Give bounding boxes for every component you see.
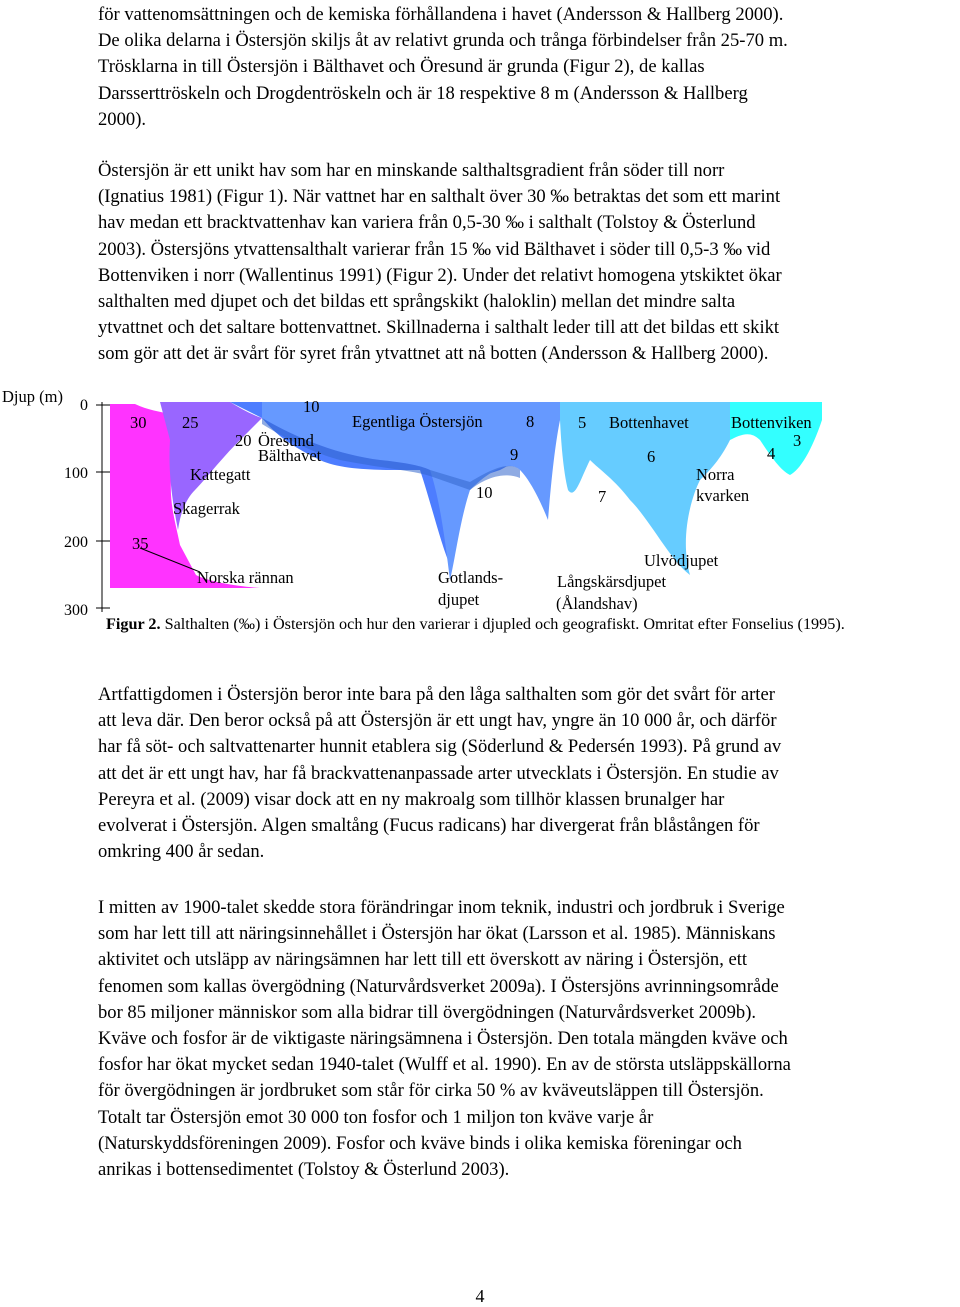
text-line: aktivitet och utsläpp av näringsämnen har lett till ett överskott av näring i Östersjön, ett: [98, 949, 748, 971]
figure-caption: [106, 613, 946, 635]
gotlandsdjupet-label-2: djupet: [438, 590, 480, 609]
depth-axis-title: Djup (m): [2, 387, 63, 406]
egentliga-ostersjon-label: Egentliga Östersjön: [352, 412, 483, 431]
salinity-label-35: 35: [132, 534, 149, 553]
paragraph-eutrophication: [98, 895, 950, 1183]
norra-kvarken-label-2: kvarken: [696, 486, 750, 505]
text-line: har få söt- och saltvattenarter hunnit etablera sig (Söderlund & Pedersén 1993). På grund av: [98, 736, 782, 758]
balthavet-label: Bälthavet: [258, 446, 322, 465]
text-line: Darsserttröskeln och Drogdentröskeln och är 18 respektive 8 m (Andersson & Hallberg: [98, 82, 748, 104]
text-line: ytvattnet och det saltare bottenvattnet. Skillnaderna i salthalt leder till att det bildas ett skikt: [98, 317, 780, 339]
salinity-label-7: 7: [598, 487, 607, 506]
skagerrak-label: Skagerrak: [173, 499, 240, 518]
salinity-label-10: 10: [303, 397, 320, 416]
text-line: Pereyra et al. (2009) visar dock att en ny makroalg som tillhör klassen brunalger har: [98, 788, 725, 810]
text-line: att det är ett ungt hav, har få brackvattenanpassade arter utvecklats i Östersjön. En studie av: [98, 762, 779, 784]
text-line: Östersjön är ett unikt hav som har en minskande salthaltsgradient från söder till norr: [98, 160, 725, 181]
text-line: omkring 400 år sedan.: [98, 841, 265, 863]
text-line: (Naturskyddsföreningen 2009). Fosfor och kväve binds i olika kemiska föreningar och: [98, 1132, 742, 1154]
gotlandsdjupet-label: Gotlands-: [438, 568, 504, 587]
paragraph-species-poverty: [98, 682, 950, 865]
norra-kvarken-label: Norra: [696, 465, 735, 484]
salinity-label-25: 25: [182, 413, 199, 432]
text-line: fosfor har ökat mycket sedan 1940-talet (Wulff et al. 1990). En av de största utsläppskällorna: [98, 1054, 791, 1076]
text-line: De olika delarna i Östersjön skiljs åt av relativt grunda och trånga förbindelser från 25-70 m.: [98, 30, 788, 52]
text-line: hav medan ett bracktvattenhav kan variera från 0,5-30 ‰ i salthalt (Tolstoy & Österlund: [98, 212, 756, 234]
salinity-label-10-mid: 10: [476, 483, 493, 502]
text-line: för vattenomsättningen och de kemiska förhållandena i havet (Andersson & Hallberg 2000).: [98, 4, 784, 25]
text-line: för övergödningen är jordbruket som står för cirka 50 % av kväveutsläppen till Östersjön.: [98, 1080, 764, 1102]
salinity-label-5: 5: [578, 413, 587, 432]
norska-rannan-label: Norska rännan: [197, 568, 294, 587]
text-line: evolverat i Östersjön. Algen smaltång (Fucus radicans) har divergerat från blåstången för: [98, 815, 760, 837]
salinity-label-4: 4: [767, 444, 776, 463]
langskarsdjupet-label: Långskärsdjupet: [557, 572, 667, 591]
salinity-label-30: 30: [130, 413, 147, 432]
kattegatt-label: Kattegatt: [190, 465, 251, 484]
text-line: 2000).: [98, 108, 147, 130]
text-line: Bottenviken i norr (Wallentinus 1991) (Figur 2). Under det relativt homogena ytskiktet ökar: [98, 264, 782, 286]
bottenhavet-label: Bottenhavet: [609, 413, 689, 432]
text-line: salthalten med djupet och det bildas ett språngskikt (haloklin) mellan det mindre salta: [98, 291, 736, 313]
text-line: (Ignatius 1981) (Figur 1). När vattnet har en salthalt över 30 ‰ betraktas det som ett marint: [98, 186, 781, 208]
salinity-label-20: 20: [235, 431, 252, 450]
alandshav-label: (Ålandshav): [556, 594, 638, 613]
depth-tick-200: 200: [64, 534, 88, 551]
page-number: 4: [475, 1286, 485, 1306]
text-line: Trösklarna in till Östersjön i Bälthavet och Öresund är grunda (Figur 2), de kallas: [98, 56, 705, 78]
depth-tick-300: 300: [64, 602, 88, 619]
salinity-label-6: 6: [647, 447, 656, 466]
salinity-label-8: 8: [526, 412, 535, 431]
salinity-label-3: 3: [793, 431, 802, 450]
text-line: Artfattigdomen i Östersjön beror inte bara på den låga salthalten som gör det svårt för arter: [98, 684, 775, 705]
text-line: fenomen som kallas övergödning (Naturvårdsverket 2009a). I Östersjöns avrinningsområde: [98, 975, 779, 997]
figure-caption-label: Figur 2.: [106, 615, 161, 633]
oresund-label: Öresund: [258, 431, 314, 450]
text-line: I mitten av 1900-talet skedde stora förändringar inom teknik, industri och jordbruk i Sverige: [98, 897, 785, 918]
depth-tick-0: 0: [80, 397, 88, 414]
ulvodjupet-label: Ulvödjupet: [644, 551, 719, 570]
salinity-label-9: 9: [510, 445, 519, 464]
text-line: bor 85 miljoner människor som alla bidrar till övergödningen (Naturvårdsverket 2009b).: [98, 1001, 757, 1023]
figure-caption-text: Salthalten (‰) i Östersjön och hur den varierar i djupled och geografiskt. Omritat efter Fonselius (1995).: [160, 615, 845, 633]
text-line: som har lett till att näringsinnehållet i Östersjön har ökat (Larsson et al. 1985). Människans: [98, 923, 776, 945]
text-line: Kväve och fosfor är de viktigaste näringsämnena i Östersjön. Den totala mängden kväve och: [98, 1028, 788, 1050]
bottenviken-label: Bottenviken: [731, 413, 812, 432]
text-line: att leva där. Den beror också på att Östersjön är ett ungt hav, yngre än 10 000 år, och därför: [98, 710, 777, 732]
text-line: som gör att det är svårt för syret från ytvattnet att nå botten (Andersson & Hallberg 2000).: [98, 343, 769, 365]
text-line: 2003). Östersjöns ytvattensalthalt varierar från 15 ‰ vid Bälthavet i söder till 0,5-3 ‰ vid: [98, 238, 771, 260]
text-line: Totalt tar Östersjön emot 30 000 ton fosfor och 1 miljon ton kväve varje år: [98, 1106, 654, 1128]
text-line: anrikas i bottensedimentet (Tolstoy & Österlund 2003).: [98, 1159, 510, 1181]
depth-axis: [96, 402, 110, 612]
depth-tick-100: 100: [64, 465, 88, 482]
